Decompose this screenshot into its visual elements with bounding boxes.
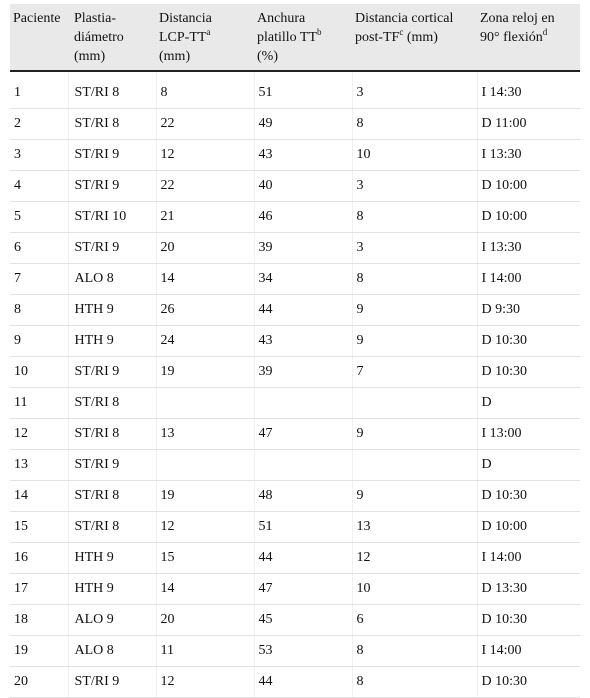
table-row [10, 605, 580, 636]
cell-distancia-lcp [156, 450, 254, 481]
cell-plastia: ALO 9 [68, 605, 156, 636]
cell-distancia-lcp: 24 [156, 326, 254, 357]
cell-distancia-lcp: 12 [156, 512, 254, 543]
header-cortical-line-2: post-TF [355, 30, 400, 45]
cell-zona-reloj: D 10:00 [477, 171, 580, 202]
cell-paciente: 12 [10, 419, 68, 450]
table-row [10, 171, 580, 202]
table-row [10, 388, 580, 419]
cell-plastia: ALO 8 [68, 264, 156, 295]
table-body [10, 71, 580, 698]
cell-zona-reloj: D [477, 388, 580, 419]
cell-distancia-lcp: 21 [156, 202, 254, 233]
cell-distancia-lcp: 12 [156, 140, 254, 171]
cell-distancia-lcp: 8 [156, 71, 254, 109]
header-plastia-line-2: diámetro [74, 30, 124, 45]
cell-anchura: 48 [254, 481, 352, 512]
cell-anchura: 34 [254, 264, 352, 295]
cell-zona-reloj: I 13:30 [477, 233, 580, 264]
cell-plastia: HTH 9 [68, 574, 156, 605]
cell-zona-reloj: I 14:30 [477, 71, 580, 109]
cell-cortical: 9 [352, 295, 477, 326]
table-row [10, 295, 580, 326]
patient-table-container [10, 4, 580, 698]
cell-anchura: 53 [254, 636, 352, 667]
cell-cortical: 6 [352, 605, 477, 636]
cell-anchura: 40 [254, 171, 352, 202]
table-row [10, 450, 580, 481]
cell-distancia-lcp: 26 [156, 295, 254, 326]
table-row [10, 326, 580, 357]
cell-anchura: 44 [254, 667, 352, 698]
cell-cortical: 9 [352, 326, 477, 357]
table-row [10, 543, 580, 574]
cell-anchura: 49 [254, 109, 352, 140]
cell-anchura: 46 [254, 202, 352, 233]
header-distancia-lcp-line-1: Distancia [159, 11, 212, 26]
table-row [10, 636, 580, 667]
cell-plastia: HTH 9 [68, 543, 156, 574]
cell-plastia: ST/RI 8 [68, 388, 156, 419]
cell-zona-reloj: I 14:00 [477, 264, 580, 295]
table-row [10, 574, 580, 605]
header-distancia-lcp [156, 4, 254, 71]
cell-distancia-lcp: 22 [156, 171, 254, 202]
header-plastia-line-1: Plastia- [74, 11, 116, 26]
table-row [10, 512, 580, 543]
cell-cortical: 8 [352, 109, 477, 140]
cell-paciente: 7 [10, 264, 68, 295]
table-row [10, 71, 580, 109]
cell-cortical: 10 [352, 140, 477, 171]
header-zona-line-1: Zona reloj en [480, 11, 555, 26]
cell-plastia: ST/RI 9 [68, 140, 156, 171]
table-row [10, 419, 580, 450]
cell-plastia: ST/RI 9 [68, 667, 156, 698]
cell-cortical: 7 [352, 357, 477, 388]
footnote-marker-d: d [542, 27, 548, 37]
cell-plastia: ST/RI 9 [68, 171, 156, 202]
cell-paciente: 1 [10, 71, 68, 109]
cell-plastia: ST/RI 8 [68, 109, 156, 140]
cell-zona-reloj: D 10:00 [477, 512, 580, 543]
header-plastia [68, 4, 156, 71]
footnote-marker-c: c [399, 27, 404, 37]
cell-distancia-lcp: 22 [156, 109, 254, 140]
patient-data-table [10, 4, 580, 698]
cell-cortical: 3 [352, 171, 477, 202]
cell-cortical: 8 [352, 667, 477, 698]
header-paciente-text: Paciente [13, 11, 61, 26]
header-cortical-line-1: Distancia cortical [355, 11, 454, 26]
cell-zona-reloj: D 11:00 [477, 109, 580, 140]
cell-anchura: 43 [254, 140, 352, 171]
cell-paciente: 16 [10, 543, 68, 574]
header-plastia-line-3: (mm) [74, 49, 106, 64]
cell-paciente: 13 [10, 450, 68, 481]
table-row [10, 140, 580, 171]
cell-plastia: ALO 8 [68, 636, 156, 667]
cell-zona-reloj: D 10:00 [477, 202, 580, 233]
cell-anchura: 47 [254, 574, 352, 605]
cell-paciente: 20 [10, 667, 68, 698]
cell-plastia: ST/RI 10 [68, 202, 156, 233]
header-anchura-line-2: platillo TT [257, 30, 318, 45]
cell-zona-reloj: I 14:00 [477, 636, 580, 667]
cell-zona-reloj: D 10:30 [477, 326, 580, 357]
cell-distancia-lcp: 15 [156, 543, 254, 574]
cell-zona-reloj: D 10:30 [477, 357, 580, 388]
cell-paciente: 9 [10, 326, 68, 357]
cell-paciente: 2 [10, 109, 68, 140]
table-row [10, 202, 580, 233]
cell-plastia: ST/RI 9 [68, 233, 156, 264]
cell-cortical: 9 [352, 419, 477, 450]
cell-distancia-lcp: 20 [156, 605, 254, 636]
cell-distancia-lcp: 20 [156, 233, 254, 264]
cell-cortical [352, 450, 477, 481]
cell-cortical: 9 [352, 481, 477, 512]
cell-distancia-lcp: 14 [156, 264, 254, 295]
cell-paciente: 3 [10, 140, 68, 171]
footnote-marker-b: b [317, 27, 322, 37]
cell-anchura: 51 [254, 512, 352, 543]
table-row [10, 481, 580, 512]
table-row [10, 233, 580, 264]
header-zona-reloj [477, 4, 580, 71]
header-distancia-cortical [352, 4, 477, 71]
cell-zona-reloj: D [477, 450, 580, 481]
cell-plastia: ST/RI 8 [68, 481, 156, 512]
cell-distancia-lcp: 12 [156, 667, 254, 698]
table-header [10, 4, 580, 71]
cell-plastia: ST/RI 9 [68, 357, 156, 388]
cell-cortical: 10 [352, 574, 477, 605]
cell-cortical: 8 [352, 264, 477, 295]
cell-zona-reloj: I 14:00 [477, 543, 580, 574]
header-anchura-line-1: Anchura [257, 11, 306, 26]
cell-paciente: 11 [10, 388, 68, 419]
cell-paciente: 14 [10, 481, 68, 512]
cell-paciente: 10 [10, 357, 68, 388]
header-anchura-platillo [254, 4, 352, 71]
table-row [10, 264, 580, 295]
cell-anchura: 39 [254, 233, 352, 264]
cell-distancia-lcp: 13 [156, 419, 254, 450]
cell-plastia: ST/RI 9 [68, 450, 156, 481]
cell-zona-reloj: D 13:30 [477, 574, 580, 605]
cell-anchura: 44 [254, 295, 352, 326]
cell-paciente: 17 [10, 574, 68, 605]
cell-zona-reloj: D 10:30 [477, 481, 580, 512]
header-cortical-line-2-unit: (mm) [403, 30, 438, 45]
cell-anchura: 47 [254, 419, 352, 450]
header-anchura-line-3: (%) [257, 49, 278, 64]
cell-zona-reloj: D 9:30 [477, 295, 580, 326]
cell-paciente: 19 [10, 636, 68, 667]
cell-distancia-lcp: 11 [156, 636, 254, 667]
cell-distancia-lcp: 19 [156, 357, 254, 388]
cell-anchura: 51 [254, 71, 352, 109]
cell-plastia: HTH 9 [68, 295, 156, 326]
cell-anchura: 43 [254, 326, 352, 357]
cell-zona-reloj: I 13:00 [477, 419, 580, 450]
header-distancia-lcp-line-3: (mm) [159, 49, 191, 64]
cell-anchura [254, 450, 352, 481]
footnote-marker-a: a [206, 27, 211, 37]
cell-plastia: ST/RI 8 [68, 419, 156, 450]
cell-plastia: HTH 9 [68, 326, 156, 357]
header-row [10, 4, 580, 71]
cell-distancia-lcp [156, 388, 254, 419]
cell-paciente: 15 [10, 512, 68, 543]
header-paciente [10, 4, 68, 71]
cell-cortical: 3 [352, 71, 477, 109]
cell-paciente: 6 [10, 233, 68, 264]
cell-cortical: 8 [352, 636, 477, 667]
cell-cortical: 12 [352, 543, 477, 574]
cell-cortical: 13 [352, 512, 477, 543]
header-zona-line-2: 90° flexión [480, 30, 543, 45]
cell-zona-reloj: I 13:30 [477, 140, 580, 171]
cell-anchura: 39 [254, 357, 352, 388]
cell-anchura: 45 [254, 605, 352, 636]
cell-plastia: ST/RI 8 [68, 71, 156, 109]
header-distancia-lcp-line-2: LCP-TT [159, 30, 207, 45]
cell-cortical: 3 [352, 233, 477, 264]
cell-anchura [254, 388, 352, 419]
cell-zona-reloj: D 10:30 [477, 605, 580, 636]
cell-cortical [352, 388, 477, 419]
cell-paciente: 4 [10, 171, 68, 202]
cell-paciente: 8 [10, 295, 68, 326]
cell-cortical: 8 [352, 202, 477, 233]
table-row [10, 357, 580, 388]
cell-anchura: 44 [254, 543, 352, 574]
cell-plastia: ST/RI 8 [68, 512, 156, 543]
cell-paciente: 5 [10, 202, 68, 233]
cell-distancia-lcp: 14 [156, 574, 254, 605]
cell-zona-reloj: D 10:30 [477, 667, 580, 698]
table-row [10, 109, 580, 140]
cell-distancia-lcp: 19 [156, 481, 254, 512]
cell-paciente: 18 [10, 605, 68, 636]
